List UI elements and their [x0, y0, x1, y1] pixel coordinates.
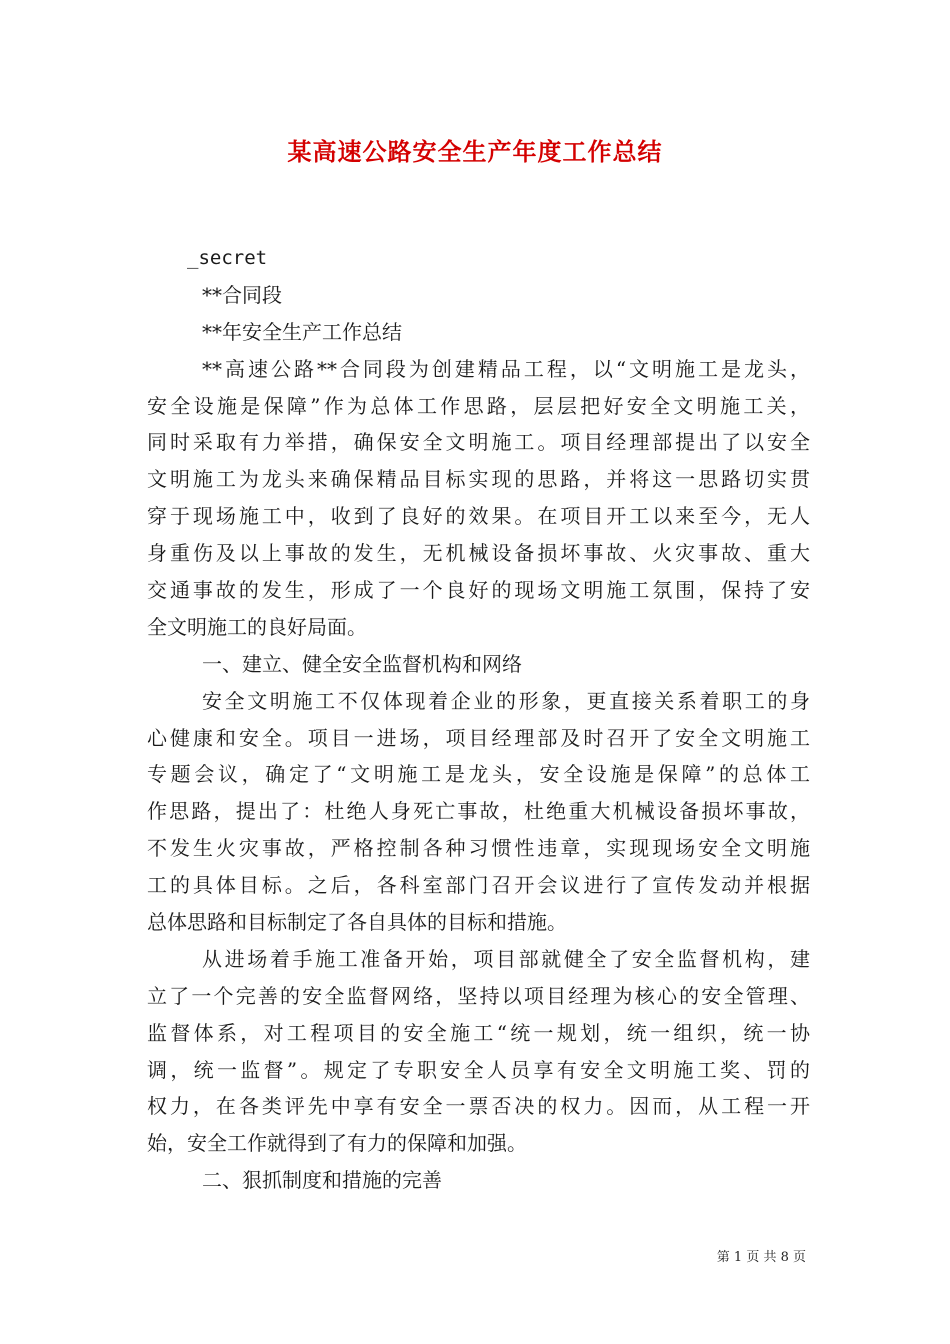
body-text-line: 监督体系，对工程项目的安全施工“统一规划，统一组织，统一协: [147, 1020, 810, 1045]
body-text-line: 总体思路和目标制定了各自具体的目标和措施。: [147, 910, 567, 935]
body-text-line: **年安全生产工作总结: [202, 319, 402, 344]
body-text-line: _secret: [187, 247, 268, 269]
body-text-line: 全文明施工的良好局面。: [147, 614, 367, 639]
body-text-line: 始，安全工作就得到了有力的保障和加强。: [147, 1131, 527, 1156]
body-text-line: 工的具体目标。之后，各科室部门召开会议进行了宣传发动并根据: [147, 873, 810, 898]
body-text-line: 不发生火灾事故，严格控制各种习惯性违章，实现现场安全文明施: [147, 836, 810, 861]
document-body: [147, 240, 810, 1199]
body-text-line: 调，统一监督”。规定了专职安全人员享有安全文明施工奖、罚的: [147, 1057, 810, 1082]
body-text-line: 权力，在各类评先中享有安全一票否决的权力。因而，从工程一开: [147, 1094, 810, 1119]
body-text-line: 交通事故的发生，形成了一个良好的现场文明施工氛围，保持了安: [147, 578, 810, 603]
body-text-line: 安全设施是保障”作为总体工作思路，层层把好安全文明施工关，: [147, 393, 810, 418]
body-text-line: 身重伤及以上事故的发生，无机械设备损坏事故、火灾事故、重大: [147, 541, 810, 566]
body-text-line: 从进场着手施工准备开始，项目部就健全了安全监督机构，建: [202, 946, 810, 971]
body-text-line: 心健康和安全。项目一进场，项目经理部及时召开了安全文明施工: [147, 725, 810, 750]
body-text-line: 文明施工为龙头来确保精品目标实现的思路，并将这一思路切实贯: [147, 467, 810, 492]
body-text-line: **高速公路**合同段为创建精品工程，以“文明施工是龙头，: [202, 356, 810, 381]
body-text-line: **合同段: [202, 282, 282, 307]
body-text-line: 作思路，提出了：杜绝人身死亡事故，杜绝重大机械设备损坏事故，: [147, 799, 810, 824]
document-title: 某高速公路安全生产年度工作总结: [287, 137, 663, 166]
body-text-line: 立了一个完善的安全监督网络，坚持以项目经理为核心的安全管理、: [147, 983, 810, 1008]
body-text-line: 专题会议，确定了“文明施工是龙头，安全设施是保障”的总体工: [147, 762, 810, 787]
body-text-line: 安全文明施工不仅体现着企业的形象，更直接关系着职工的身: [202, 688, 810, 713]
body-text-line: 一、建立、健全安全监督机构和网络: [202, 651, 522, 676]
body-text-line: 同时采取有力举措，确保安全文明施工。项目经理部提出了以安全: [147, 430, 810, 455]
body-text-line: 穿于现场施工中，收到了良好的效果。在项目开工以来至今，无人: [147, 504, 810, 529]
page-number-footer: 第 1 页 共 8 页: [716, 1250, 806, 1265]
body-text-line: 二、狠抓制度和措施的完善: [202, 1168, 442, 1193]
